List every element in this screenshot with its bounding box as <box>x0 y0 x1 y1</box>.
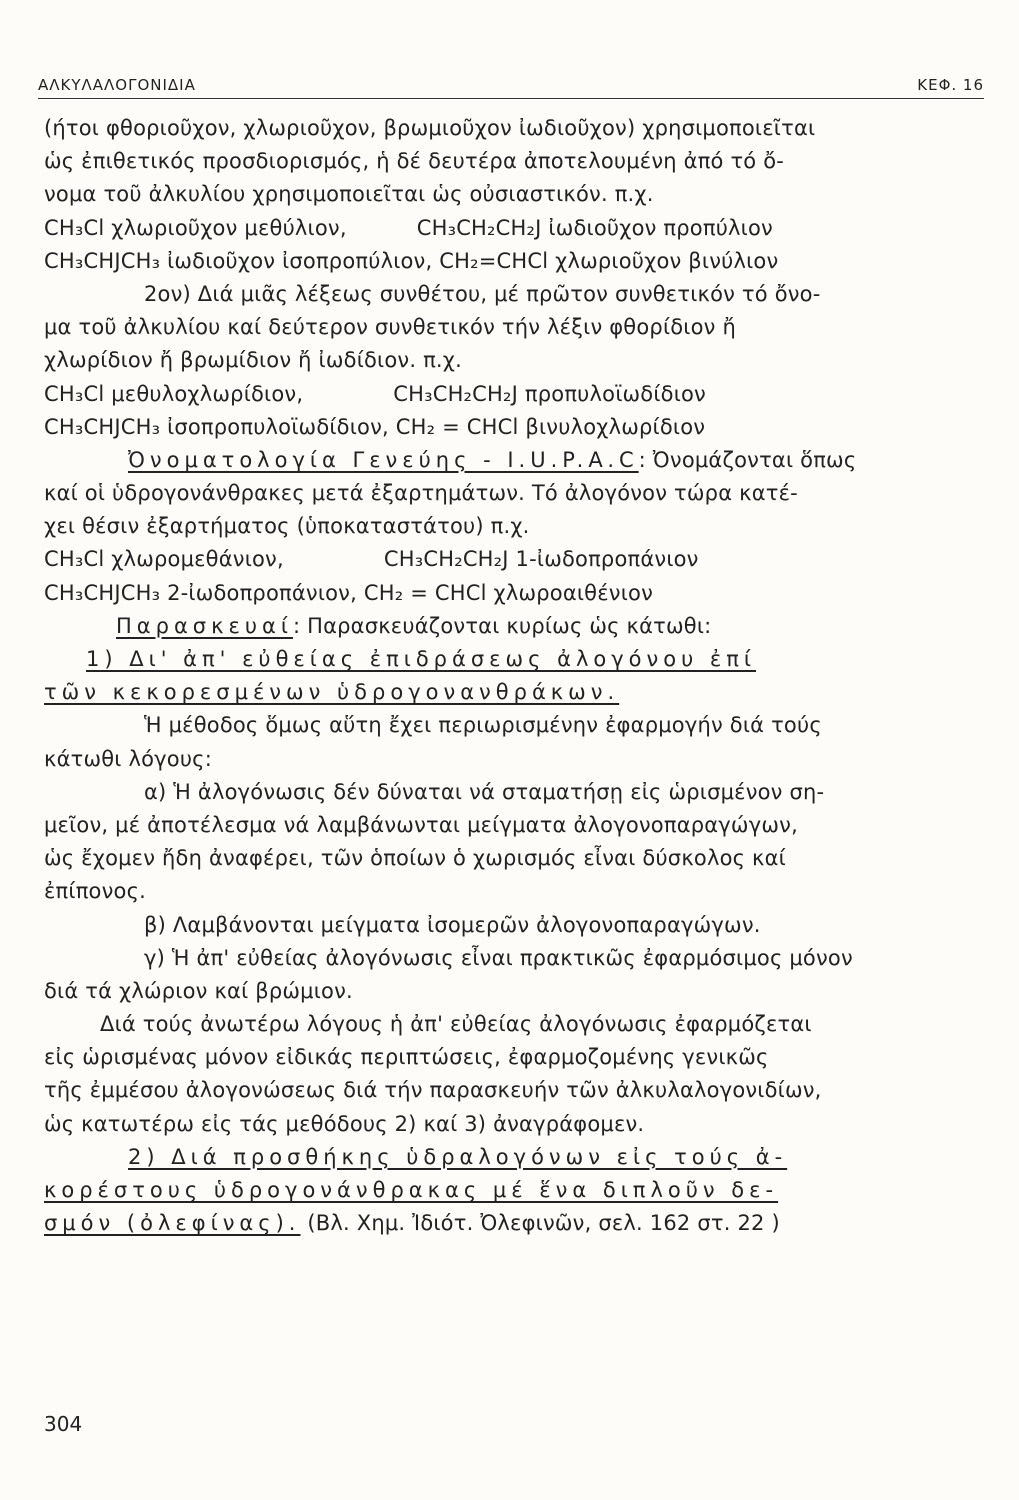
text-line: εἰς ὡρισμένας μόνον εἰδικάς περιπτώσεις, ἐφαρμοζομένης γενικῶς <box>44 1045 769 1070</box>
chapter-number: ΚΕΦ. 16 <box>917 76 984 94</box>
text-line: τῆς ἐμμέσου ἀλογονώσεως διά τήν παρασκευήν τῶν ἀλκυλαλογονιδίων, <box>44 1078 822 1103</box>
method-heading-line <box>44 1207 988 1240</box>
formula-line <box>44 543 988 576</box>
section-heading-line <box>44 444 988 477</box>
text-line: ὡς κατωτέρω εἰς τάς μεθόδους 2) καί 3) ἀναγράφομεν. <box>44 1111 645 1136</box>
text-line: (ήτοι φθοριοῦχον, χλωριοῦχον, βρωμιοῦχον ἰωδιοῦχον) χρησιμοποιεῖται <box>44 116 816 140</box>
text-line: χει θέσιν ἐξαρτήματος (ὑποκαταστάτου) π.χ. <box>44 514 530 539</box>
formula-text: CH₃Cl χλωριοῦχον μεθύλιον, <box>44 215 347 240</box>
text-line: ὡς ἐπιθετικός προσδιορισμός, ἡ δέ δευτέρα ἀποτελουμένη ἀπό τό ὄ- <box>44 149 785 174</box>
formula-line <box>44 378 988 411</box>
formula-line: CH₃CHJCH₃ ἰωδιοῦχον ἰσοπροπύλιον, CH₂=CHCl χλωριοῦχον βινύλιον <box>44 248 779 273</box>
method-heading: σμόν (ὀλεφίνας). <box>44 1211 301 1236</box>
running-header <box>38 72 984 99</box>
text-line: διά τά χλώριον καί βρώμιον. <box>44 978 353 1003</box>
text-line: β) Λαμβάνονται μείγματα ἰσομερῶν ἀλογονοπαραγώγων. <box>144 912 761 937</box>
formula-line: CH₃CHJCH₃ 2-ἰωδοπροπάνιον, CH₂ = CHCl χλωροαιθένιον <box>44 580 653 605</box>
text-line: κάτωθι λόγους: <box>44 746 212 771</box>
cross-reference: (Βλ. Χημ. Ἰδιότ. Ὀλεφινῶν, σελ. 162 στ. 22 ) <box>300 1211 780 1236</box>
section-heading: Παρασκευαί <box>116 613 293 638</box>
chapter-title: ΑΛΚΥΛΑΛΟΓΟΝΙΔΙΑ <box>38 76 196 94</box>
text-line: καί οἱ ὑδρογονάνθρακες μετά ἐξαρτημάτων. Τό ἀλογόνον τώρα κατέ- <box>44 481 798 506</box>
text-line: 2ον) Διά μιᾶς λέξεως συνθέτου, μέ πρῶτον συνθετικόν τό ὄνο- <box>144 281 821 306</box>
section-heading: Ὀνοματολογία Γενεύης - I.U.P.A.C <box>128 447 639 472</box>
text-line: νομα τοῦ ἀλκυλίου χρησιμοποιεῖται ὡς οὐσιαστικόν. π.χ. <box>44 182 654 207</box>
text-line: Ἡ μέθοδος ὅμως αὕτη ἔχει περιωρισμένην ἐφαρμογήν διά τούς <box>144 713 822 738</box>
formula-text: CH₃CH₂CH₂J 1-ἰωδοπροπάνιον <box>383 547 699 572</box>
text-line: ἐπίπονος. <box>44 879 146 904</box>
method-heading: 2) Διά προσθήκης ὑδραλογόνων εἰς τούς ἀ- <box>128 1144 788 1169</box>
formula-line <box>44 212 988 245</box>
method-heading: 1) Δι' ἀπ' εὐθείας ἐπιδράσεως ἀλογόνου ἐπί <box>86 647 757 671</box>
page-body <box>44 112 988 1240</box>
method-heading: κορέστους ὑδρογονάνθρακας μέ ἕνα διπλοῦν δε- <box>44 1178 779 1202</box>
formula-text: CH₃CH₂CH₂J ἰωδιοῦχον προπύλιον <box>416 215 773 240</box>
text-line: μα τοῦ ἀλκυλίου καί δεύτερον συνθετικόν τήν λέξιν φθορίδιον ἤ <box>44 315 736 340</box>
section-heading-line <box>44 610 988 643</box>
text-line: μεῖον, μέ ἀποτέλεσμα νά λαμβάνωνται μείγματα ἀλογονοπαραγώγων, <box>44 812 798 837</box>
formula-text: CH₃Cl χλωρομεθάνιον, <box>44 547 284 572</box>
text-fragment: : Παρασκευάζονται κυρίως ὡς κάτωθι: <box>292 613 712 638</box>
page-number: 304 <box>44 1412 83 1436</box>
formula-text: CH₃CH₂CH₂J προπυλοϊωδίδιον <box>393 381 706 406</box>
text-line: α) Ἡ ἀλογόνωσις δέν δύναται νά σταματήσῃ εἰς ὡρισμένον ση- <box>144 779 825 804</box>
formula-text: CH₃Cl μεθυλοχλωρίδιον, <box>44 381 304 406</box>
text-line: ὡς ἔχομεν ἤδη ἀναφέρει, τῶν ὁποίων ὁ χωρισμός εἶναι δύσκολος καί <box>44 846 786 871</box>
formula-line: CH₃CHJCH₃ ἰσοπροπυλοϊωδίδιον, CH₂ = CHCl βινυλοχλωρίδιον <box>44 414 706 439</box>
method-heading: τῶν κεκορεσμένων ὑδρογονανθράκων. <box>44 680 620 705</box>
text-line: χλωρίδιον ἤ βρωμίδιον ἤ ἰωδίδιον. π.χ. <box>44 348 463 373</box>
text-line: γ) Ἡ ἀπ' εὐθείας ἀλογόνωσις εἶναι πρακτικῶς ἐφαρμόσιμος μόνον <box>144 945 853 970</box>
text-fragment: : Ὀνομάζονται ὅπως <box>638 447 857 472</box>
text-line: Διά τούς ἀνωτέρω λόγους ἡ ἀπ' εὐθείας ἀλογόνωσις ἐφαρμόζεται <box>100 1012 812 1037</box>
